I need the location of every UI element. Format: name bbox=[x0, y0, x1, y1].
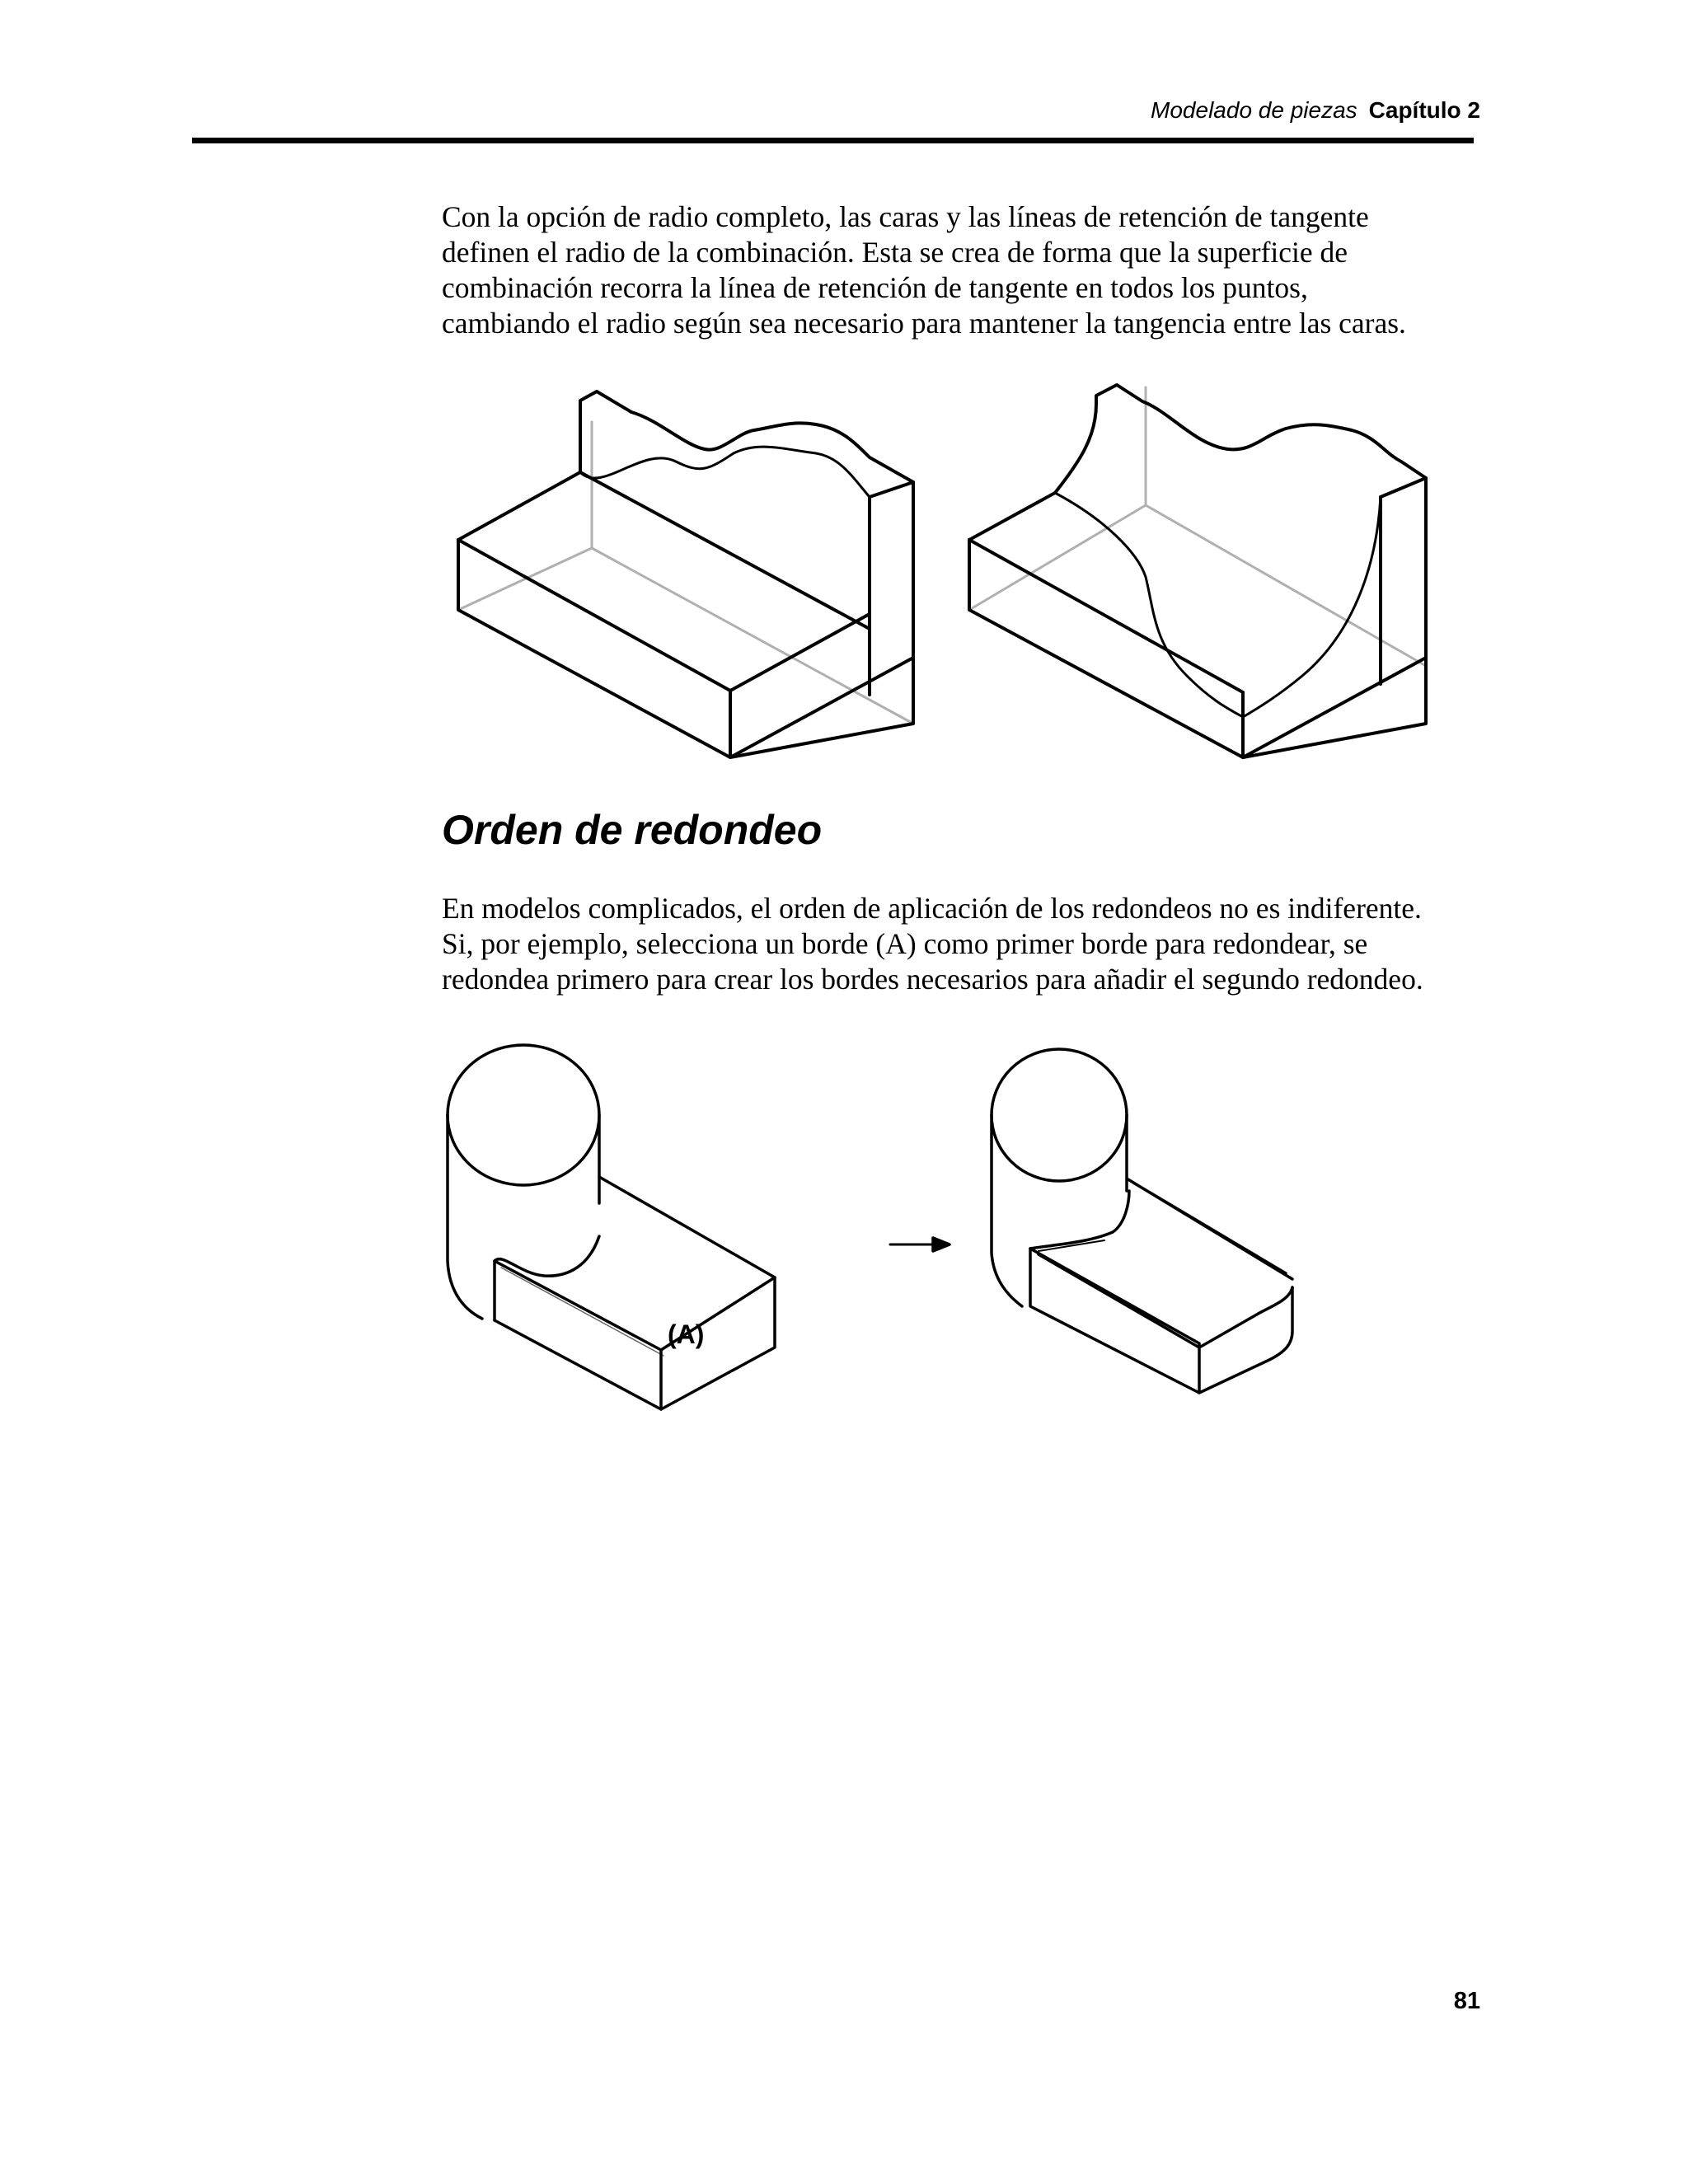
paragraph-round-order bbox=[442, 891, 1480, 997]
paragraph-line: Si, por ejemplo, selecciona un borde (A) como primer borde para redondear, se bbox=[442, 927, 1368, 960]
transition-arrow bbox=[890, 1238, 950, 1251]
model-after-round bbox=[992, 1049, 1292, 1393]
label-edge-a: (A) bbox=[668, 1319, 705, 1349]
figure-round-order-svg bbox=[429, 1022, 1442, 1467]
running-header bbox=[1151, 97, 1480, 124]
paragraph-line: En modelos complicados, el orden de aplicación de los redondeos no es indiferente. bbox=[442, 892, 1422, 925]
paragraph-full-radius bbox=[442, 199, 1480, 341]
model-before-round bbox=[448, 1045, 775, 1409]
paragraph-line: cambiando el radio según sea necesario para mantener la tangencia entre las caras. bbox=[442, 307, 1406, 340]
header-section-title: Modelado de piezas bbox=[1151, 97, 1357, 123]
figure-full-radius-blend bbox=[429, 363, 1442, 775]
block-after-blend bbox=[969, 385, 1426, 757]
paragraph-line: redondea primero para crear los bordes necesarios para añadir el segundo redondeo. bbox=[442, 963, 1423, 996]
section-heading: Orden de redondeo bbox=[442, 807, 823, 853]
header-chapter: Capítulo 2 bbox=[1368, 97, 1480, 123]
paragraph-line: definen el radio de la combinación. Esta se crea de forma que la superficie de bbox=[442, 236, 1348, 269]
paragraph-line: combinación recorra la línea de retención de tangente en todos los puntos, bbox=[442, 271, 1308, 304]
figure-full-radius-svg bbox=[429, 363, 1442, 775]
figure-round-order bbox=[429, 1022, 1442, 1467]
header-rule bbox=[192, 138, 1474, 143]
paragraph-line: Con la opción de radio completo, las caras y las líneas de retención de tangente bbox=[442, 200, 1369, 233]
block-before-blend bbox=[458, 391, 913, 757]
page-number: 81 bbox=[1453, 1988, 1480, 2014]
